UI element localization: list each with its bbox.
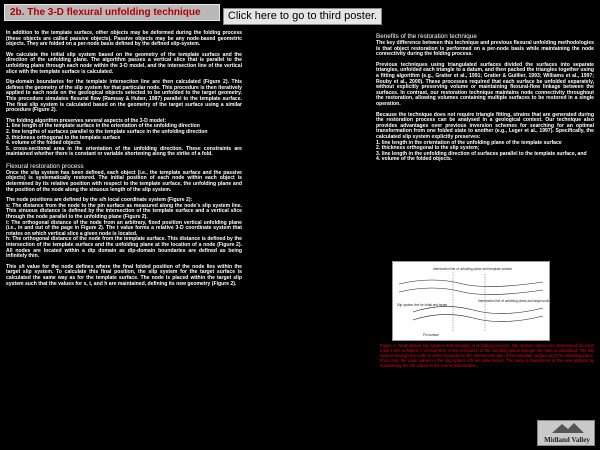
- benefits-paragraph: Because the technique does not require triangle fitting, strains that are generated during the restoration process can be analysed in a geological context. Our technique also provides advantages over previous inversion schemes for searching for an optimal transformation from one folded state to another (e.g., Leger et al., 1997). Specifically, the calculated slip system explicitly preserves: 1. line length in the orientation of the unfolding plane of the template surface 2. thickness orthogonal to the slip system; 3. line length in the unfolding direction of surfaces parallel to the template surface, and 4. volume of the folded objects.: [376, 111, 594, 163]
- midland-valley-logo: [537, 420, 595, 446]
- figure-caption: Figure 2. Node-based slip system determination and folding process. Slip system values are determined for each node in the unfolded. A vertical slice in the orientation of the unfolding plane through the node is calculated. The slip system through the node is defined parallel to the intersection line of the template surface and the unfolding plane. From this, the node values in the slip system s/h are determined. The node is transferred to the new position by maintaining the s/h values in the new transformation.: [380, 343, 594, 368]
- logo-text: Midland Valley: [544, 436, 590, 444]
- benefits-paragraph: Previous techniques using triangulated surfaces divided the surfaces into separate triangles, unfolded each triangle to a datum, and then packed the triangles together using a fitting algorithm (e.g., Gratier et al., 1991; Gratier & Guillier, 1993; Williams et al., 1997; Rouby et al., 2000). These processes required that each surface be unfolded separately, without explicitly preserving volume or maintaining flexural-flow linkage between the surfaces. In contrast, our restoration technique maintains node connectivity throughout the restoration, allowing volumes containing multiple surfaces to be restored in a single operation.: [376, 61, 594, 107]
- process-paragraph: Once the slip system has been defined, each object (i.e., the template surface and the passive objects) is systematically restored. The initial position of each node within each object is determined by its relative position with respect to the template surface, the unfolding plane and the position of the node along the sinuous length of the slip system.: [6, 169, 242, 193]
- right-column: [376, 31, 594, 168]
- poster-title: 2b. The 3-D flexural unfolding technique: [4, 4, 220, 21]
- section-heading: Benefits of the restoration technique: [376, 33, 477, 40]
- logo-mountain-icon: [538, 421, 594, 435]
- intro-paragraph: The folding algorithm preserves several aspects of the 3-D model: 1. line length of the template surface in the orientation of the unfolding direction 2. line lengths of surfaces parallel to the template surface in the unfolding direction 3. thickness orthogonal to the template surface 4. volume of the folded objects 5. cross-sectional area in the orientation of the unfolding direction. These constraints are maintained whether there is constant or variable shortening along the strike of a fold.: [6, 117, 242, 158]
- intro-paragraph: In addition to the template surface, other objects may be deformed during the folding process (these objects are called passive objects). Passive objects may be any node-based geometric objects. They are folded on a per-node basis defined by the defined slip-system.: [6, 30, 242, 48]
- figure-label: Pin surface: [423, 333, 439, 337]
- left-column: [6, 31, 242, 292]
- figure-2-diagram: [392, 261, 550, 341]
- third-poster-button[interactable]: Click here to go to third poster.: [223, 8, 382, 25]
- section-heading: Flexural restoration process: [6, 162, 84, 170]
- intro-paragraph: Dip-domain boundaries for the template intersection line are then calculated (Figure 2). This defines the geometry of the slip system for that particular node. This procedure is then iteratively applied to each node on the geological objects selected to be unfolded to the target geometry. This procedure simulates flexural flow (Ramsay & Huber, 1987) parallel to the template surface. The final slip system is calculated based on the geometry of the target surface using a similar procedure (Figure 2).: [6, 79, 242, 114]
- intro-paragraph: We calculate the initial slip system based on the geometry of the template surface and the direction of the unfolding plane. The algorithm passes a vertical slice that is parallel to the unfolding plane through each node within the 3-D model, and the intersection line of the vertical slice with the template surface is calculated.: [6, 51, 242, 75]
- figure-label: Intersection line of unfolding plane and template surface: [433, 267, 513, 271]
- process-paragraph: This s/t value for the node defines where the final folded position of the node lies within the target slip system. To calculate this final position, the slip system for the target surface is calculated the same way as for the template surface. The node is placed within the target slip system such that the values for s, t, and h are maintained, defining its new geometry (Figure 2).: [6, 263, 242, 287]
- figure-label: Intersection line of unfolding plane and target surface: [478, 299, 549, 303]
- slip-system-diagram: [393, 262, 549, 340]
- process-paragraph: The node positions are defined by the s/h local coordinate system (Figure 2): s: The distance from the node to the pin surface as measured along the node's slip system line. This sinuous distance is defined by the intersection of the template surface and a vertical slice through the node parallel to the unfolding plane (Figure 2). t: The orthogonal distance of the node from an arbitrary, fixed position vertical unfolding plane (i.e., in and out of the page in Figure 2). The t value forms a relative 3-D coordinate system that rotates on which vertical slice a given node is located. h: The orthogonal distance of the node from the template surface. This distance is defined by the intersection of the template surface and the unfolding plane at the location of a node (Figure 2). All nodes are located within a dip domain as dip-domain boundaries are defined as being infinitely thin.: [6, 197, 242, 260]
- benefits-paragraph: The key difference between this technique and previous flexural unfolding methodologies is that object restoration is performed on a per-node basis while maintaining the node connectivity during the folding process.: [376, 40, 594, 58]
- figure-label: Slip system line for initial and target: [397, 303, 448, 307]
